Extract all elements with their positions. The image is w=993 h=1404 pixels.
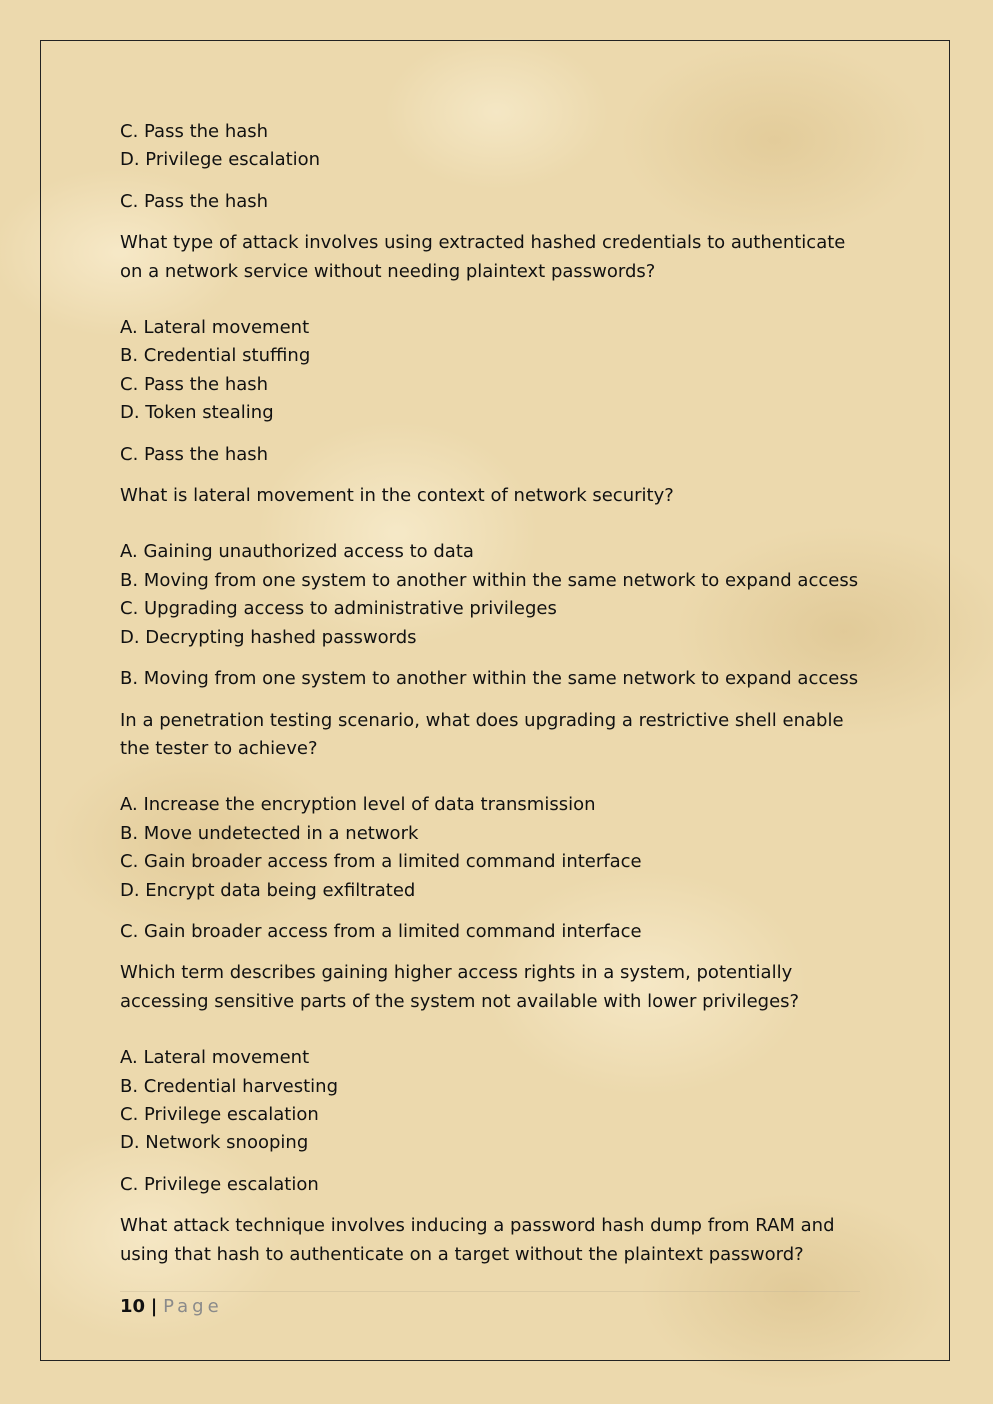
option-b: B. Credential stuffing	[120, 345, 311, 367]
answer: C. Gain broader access from a limited command interface	[120, 920, 642, 942]
footer-separator: |	[150, 1296, 158, 1317]
options-list	[120, 791, 860, 905]
question: In a penetration testing scenario, what does upgrading a restrictive shell enable the tester to achieve?	[120, 709, 844, 759]
option-d: D. Encrypt data being exfiltrated	[120, 879, 416, 901]
options-list	[120, 314, 860, 428]
option-a: A. Increase the encryption level of data transmission	[120, 794, 596, 816]
question: Which term describes gaining higher access rights in a system, potentially accessing sensitive parts of the system not available with lower privileges?	[120, 962, 800, 1012]
option-d: D. Decrypting hashed passwords	[120, 626, 417, 648]
answer: B. Moving from one system to another within the same network to expand access	[120, 668, 859, 690]
option-c: C. Upgrading access to administrative privileges	[120, 598, 557, 620]
page-number: 10	[120, 1296, 146, 1317]
options-list	[120, 118, 860, 175]
option-c: C. Pass the hash	[120, 373, 269, 395]
page-label: Page	[163, 1296, 223, 1317]
options-list	[120, 538, 860, 652]
option-c: C. Gain broader access from a limited command interface	[120, 851, 642, 873]
option-a: A. Lateral movement	[120, 317, 310, 339]
option-b: B. Credential harvesting	[120, 1075, 338, 1097]
answer: C. Pass the hash	[120, 190, 269, 212]
question: What attack technique involves inducing a password hash dump from RAM and using that hash to authenticate on a target without the plaintext password?	[120, 1215, 835, 1265]
option-c: C. Privilege escalation	[120, 1103, 319, 1125]
option-d: D. Network snooping	[120, 1132, 309, 1154]
question: What type of attack involves using extracted hashed credentials to authenticate on a network service without needing plaintext passwords?	[120, 232, 846, 282]
option-b: B. Moving from one system to another within the same network to expand access	[120, 569, 859, 591]
document-body	[120, 118, 860, 1297]
option-d: D. Privilege escalation	[120, 149, 321, 171]
option-d: D. Token stealing	[120, 402, 274, 424]
footer-divider	[120, 1291, 860, 1292]
option-a: A. Lateral movement	[120, 1047, 310, 1069]
answer: C. Pass the hash	[120, 443, 269, 465]
answer: C. Privilege escalation	[120, 1173, 319, 1195]
option-c: C. Pass the hash	[120, 121, 269, 142]
page-footer	[120, 1295, 223, 1319]
options-list	[120, 1044, 860, 1158]
question: What is lateral movement in the context of network security?	[120, 485, 674, 507]
option-a: A. Gaining unauthorized access to data	[120, 541, 474, 563]
option-b: B. Move undetected in a network	[120, 822, 419, 844]
